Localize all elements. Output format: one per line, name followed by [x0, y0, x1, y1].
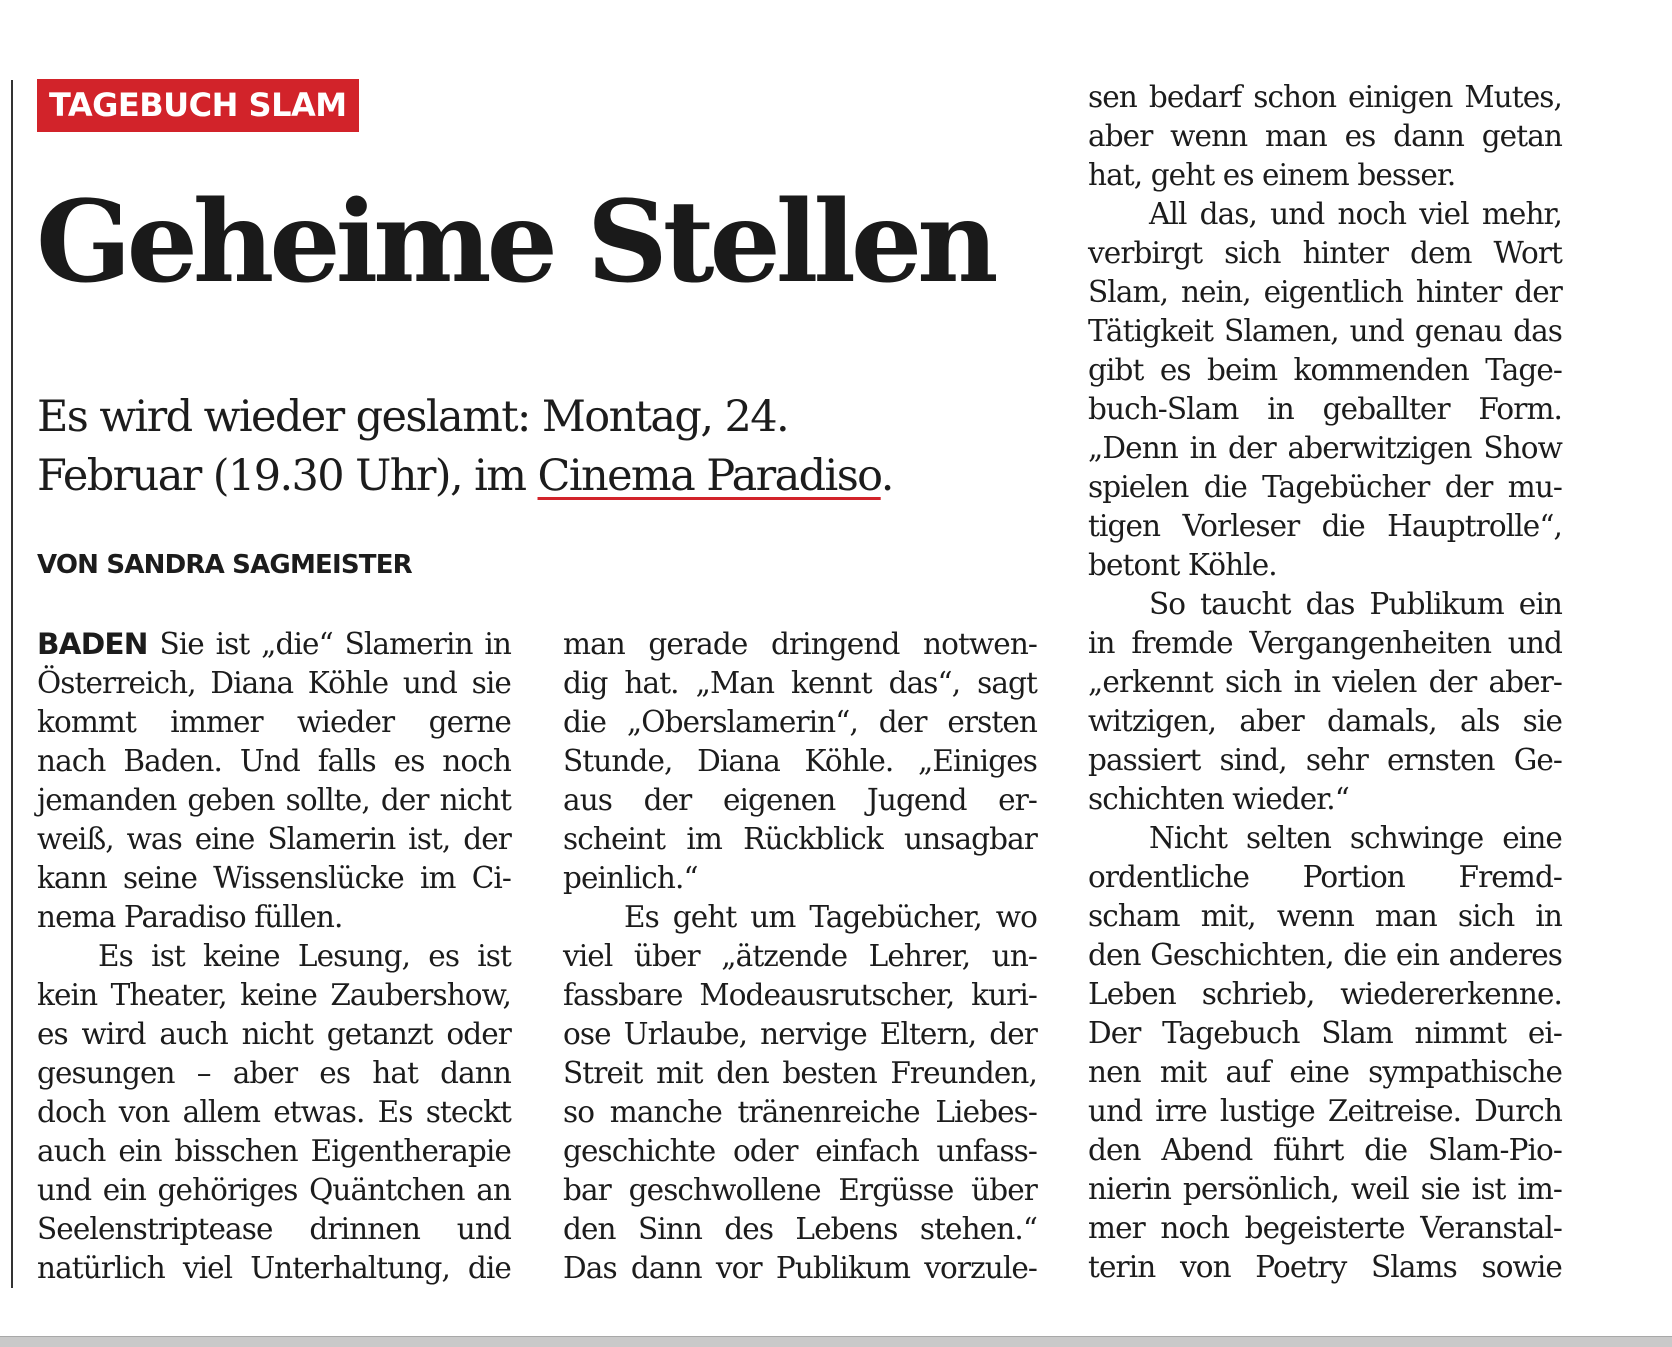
- text-line: doch von allem etwas. Es steckt: [37, 1095, 511, 1129]
- text-line: ordentliche Portion Fremd-: [1088, 860, 1562, 894]
- venue-link[interactable]: Cinema Paradiso: [537, 451, 881, 501]
- subtitle-line-1: Es wird wieder geslamt: Montag, 24.: [37, 392, 789, 442]
- author-byline: VON SANDRA SAGMEISTER: [37, 550, 412, 580]
- text-line: jemanden geben sollte, der nicht: [37, 783, 511, 817]
- text-line: Streit mit den besten Freunden,: [563, 1056, 1037, 1090]
- text-line: All das, und noch viel mehr,: [1149, 197, 1562, 231]
- text-line: den Abend führt die Slam-Pio-: [1088, 1133, 1562, 1167]
- text-line: nema Paradiso füllen.: [37, 900, 343, 934]
- text-line: passiert sind, sehr ernsten Ge-: [1088, 743, 1562, 777]
- text-line: Es geht um Tagebücher, wo: [624, 900, 1037, 934]
- text-line: terin von Poetry Slams sowie: [1088, 1250, 1562, 1284]
- subtitle-line-2: [37, 447, 1027, 506]
- text-line: den Geschichten, die ein anderes: [1088, 938, 1562, 972]
- text-line: in fremde Vergangenheiten und: [1088, 626, 1562, 660]
- text-line: gesungen – aber es hat dann: [37, 1056, 511, 1090]
- text-line: Nicht selten schwinge eine: [1149, 821, 1562, 855]
- text-column-2: [563, 625, 1037, 1288]
- column-rule-left: [11, 80, 13, 1288]
- text-line: sen bedarf schon einigen Mutes,: [1088, 80, 1562, 114]
- text-line: fassbare Modeausrutscher, kuri-: [563, 978, 1037, 1012]
- article-headline: Geheime Stellen: [36, 177, 994, 308]
- text-line: gibt es beim kommenden Tage-: [1088, 353, 1562, 387]
- text-line: Slam, nein, eigentlich hinter der: [1088, 275, 1562, 309]
- subtitle-line-2-pre: Februar (19.30 Uhr), im: [37, 451, 538, 501]
- text-line: schichten wieder.“: [1088, 782, 1349, 816]
- text-line: den Sinn des Lebens stehen.“: [563, 1212, 1037, 1246]
- text-line: bar geschwollene Ergüsse über: [563, 1173, 1037, 1207]
- text-line: Tätigkeit Slamen, und genau das: [1088, 314, 1562, 348]
- text-line: hat, geht es einem besser.: [1088, 158, 1456, 192]
- text-line: kann seine Wissenslücke im Ci-: [37, 861, 511, 895]
- text-line: Seelenstriptease drinnen und: [37, 1212, 511, 1246]
- text-line: spielen die Tagebücher der mu-: [1088, 470, 1562, 504]
- text-line: auch ein bisschen Eigentherapie: [37, 1134, 511, 1168]
- text-line: Der Tagebuch Slam nimmt ei-: [1088, 1016, 1562, 1050]
- text-line: mer noch begeisterte Veranstal-: [1088, 1211, 1562, 1245]
- text-line: peinlich.“: [563, 861, 698, 895]
- text-line: natürlich viel Unterhaltung, die: [37, 1251, 511, 1285]
- text-line: viel über „ätzende Lehrer, un-: [563, 939, 1037, 973]
- article-subtitle: [37, 388, 1027, 506]
- text-line: So taucht das Publikum ein: [1149, 587, 1562, 621]
- text-line: betont Köhle.: [1088, 548, 1277, 582]
- text-line: weiß, was eine Slamerin ist, der: [37, 822, 511, 856]
- subtitle-line-2-post: .: [880, 451, 893, 501]
- text-line: „Denn in der aberwitzigen Show: [1088, 431, 1562, 465]
- text-line: ose Urlaube, nervige Eltern, der: [563, 1017, 1037, 1051]
- text-line: kommt immer wieder gerne: [37, 705, 511, 739]
- text-column-1: [37, 625, 511, 1288]
- text-line: BADEN Sie ist „die“ Slamerin in: [37, 627, 511, 661]
- text-line: Das dann vor Publikum vorzule-: [563, 1251, 1037, 1285]
- text-line: scheint im Rückblick unsagbar: [563, 822, 1037, 856]
- text-line: und irre lustige Zeitreise. Durch: [1088, 1094, 1562, 1128]
- text-line: und ein gehöriges Quäntchen an: [37, 1173, 511, 1207]
- text-line: witzigen, aber damals, als sie: [1088, 704, 1562, 738]
- text-line: man gerade dringend notwen-: [563, 627, 1037, 661]
- text-line: aus der eigenen Jugend er-: [563, 783, 1037, 817]
- window-bottom-edge: [0, 1336, 1672, 1347]
- text-line: scham mit, wenn man sich in: [1088, 899, 1562, 933]
- text-line: „erkennt sich in vielen der aber-: [1088, 665, 1562, 699]
- text-line: nen mit auf eine sympathische: [1088, 1055, 1562, 1089]
- text-line: nierin persönlich, weil sie ist im-: [1088, 1172, 1562, 1206]
- text-line: buch-Slam in geballter Form.: [1088, 392, 1562, 426]
- text-line: geschichte oder einfach unfass-: [563, 1134, 1037, 1168]
- text-line: Es ist keine Lesung, es ist: [98, 939, 511, 973]
- dateline: BADEN: [37, 627, 148, 661]
- text-line: so manche tränenreiche Liebes-: [563, 1095, 1037, 1129]
- section-rubric: TAGEBUCH SLAM: [37, 79, 359, 132]
- text-line: kein Theater, keine Zaubershow,: [37, 978, 511, 1012]
- text-line: es wird auch nicht getanzt oder: [37, 1017, 511, 1051]
- text-column-3: [1088, 78, 1562, 1287]
- text-line: aber wenn man es dann getan: [1088, 119, 1562, 153]
- text-line: Stunde, Diana Köhle. „Einiges: [563, 744, 1037, 778]
- text-line: verbirgt sich hinter dem Wort: [1088, 236, 1562, 270]
- text-line: die „Oberslamerin“, der ersten: [563, 705, 1037, 739]
- text-line: tigen Vorleser die Hauptrolle“,: [1088, 509, 1562, 543]
- text-line: Leben schrieb, wiedererkenne.: [1088, 977, 1562, 1011]
- text-line: Österreich, Diana Köhle und sie: [37, 666, 511, 700]
- text-line: nach Baden. Und falls es noch: [37, 744, 511, 778]
- text-line: dig hat. „Man kennt das“, sagt: [563, 666, 1037, 700]
